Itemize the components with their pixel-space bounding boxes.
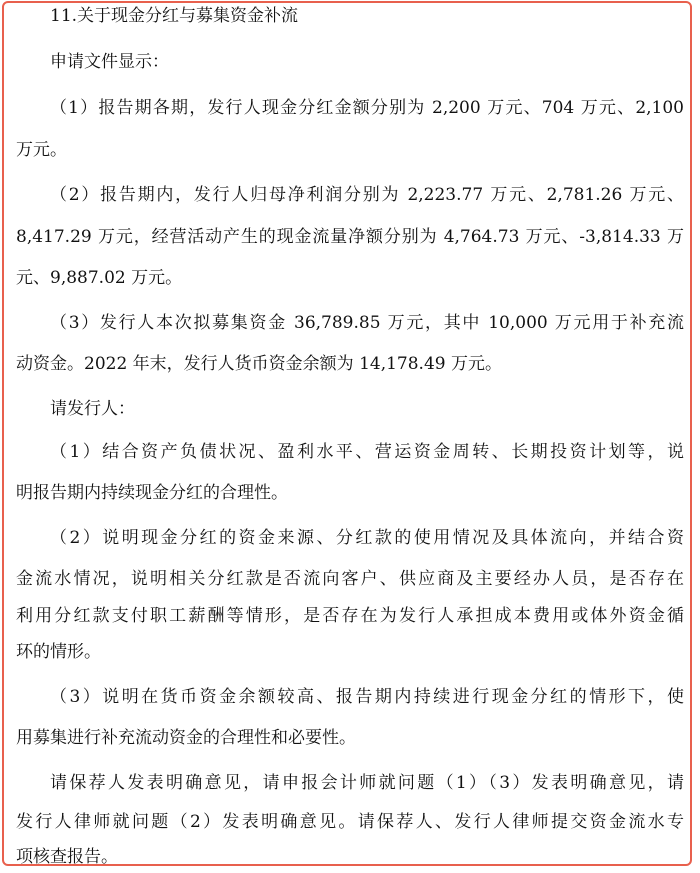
request-3-line-1: （3）说明在货币资金余额较高、报告期内持续进行现金分红的情形下，使 — [50, 687, 684, 707]
intro-label: 申请文件显示： — [50, 52, 169, 72]
fact-3-line-2: 动资金。2022 年末，发行人货币资金余额为 14,178.49 万元。 — [16, 354, 502, 374]
closing-line-2: 发行人律师就问题（2）发表明确意见。请保荐人、发行人律师提交资金流水专 — [16, 812, 684, 832]
request-label: 请发行人： — [50, 399, 135, 419]
request-1-line-2: 明报告期内持续现金分红的合理性。 — [16, 483, 288, 503]
request-2-line-4: 环的情形。 — [16, 642, 101, 662]
request-2-line-2: 金流水情况，说明相关分红款是否流向客户、供应商及主要经办人员，是否存在 — [16, 569, 684, 589]
request-2-line-3: 利用分红款支付职工薪酬等情形，是否存在为发行人承担成本费用或体外资金循 — [16, 606, 684, 626]
fact-2-line-3: 元、9,887.02 万元。 — [16, 268, 183, 288]
fact-2-line-2: 8,417.29 万元，经营活动产生的现金流量净额分别为 4,764.73 万元、-3,814.33 万 — [16, 227, 684, 247]
request-1-line-1: （1）结合资产负债状况、盈利水平、营运资金周转、长期投资计划等，说 — [50, 442, 684, 462]
fact-2-line-1: （2）报告期内，发行人归母净利润分别为 2,223.77 万元、2,781.26 万元、 — [50, 185, 684, 205]
fact-1-line-2: 万元。 — [16, 140, 67, 160]
request-2-line-1: （2）说明现金分红的资金来源、分红款的使用情况及具体流向，并结合资 — [50, 528, 684, 548]
fact-1-line-1: （1）报告期各期，发行人现金分红金额分别为 2,200 万元、704 万元、2,100 — [50, 98, 684, 118]
fact-3-line-1: （3）发行人本次拟募集资金 36,789.85 万元，其中 10,000 万元用于补充流 — [50, 313, 684, 333]
closing-line-1: 请保荐人发表明确意见，请申报会计师就问题（1）（3）发表明确意见，请 — [50, 773, 684, 793]
section-heading: 11.关于现金分红与募集资金补流 — [50, 6, 299, 26]
closing-line-3: 项核查报告。 — [16, 847, 118, 867]
request-3-line-2: 用募集进行补充流动资金的合理性和必要性。 — [16, 728, 356, 748]
